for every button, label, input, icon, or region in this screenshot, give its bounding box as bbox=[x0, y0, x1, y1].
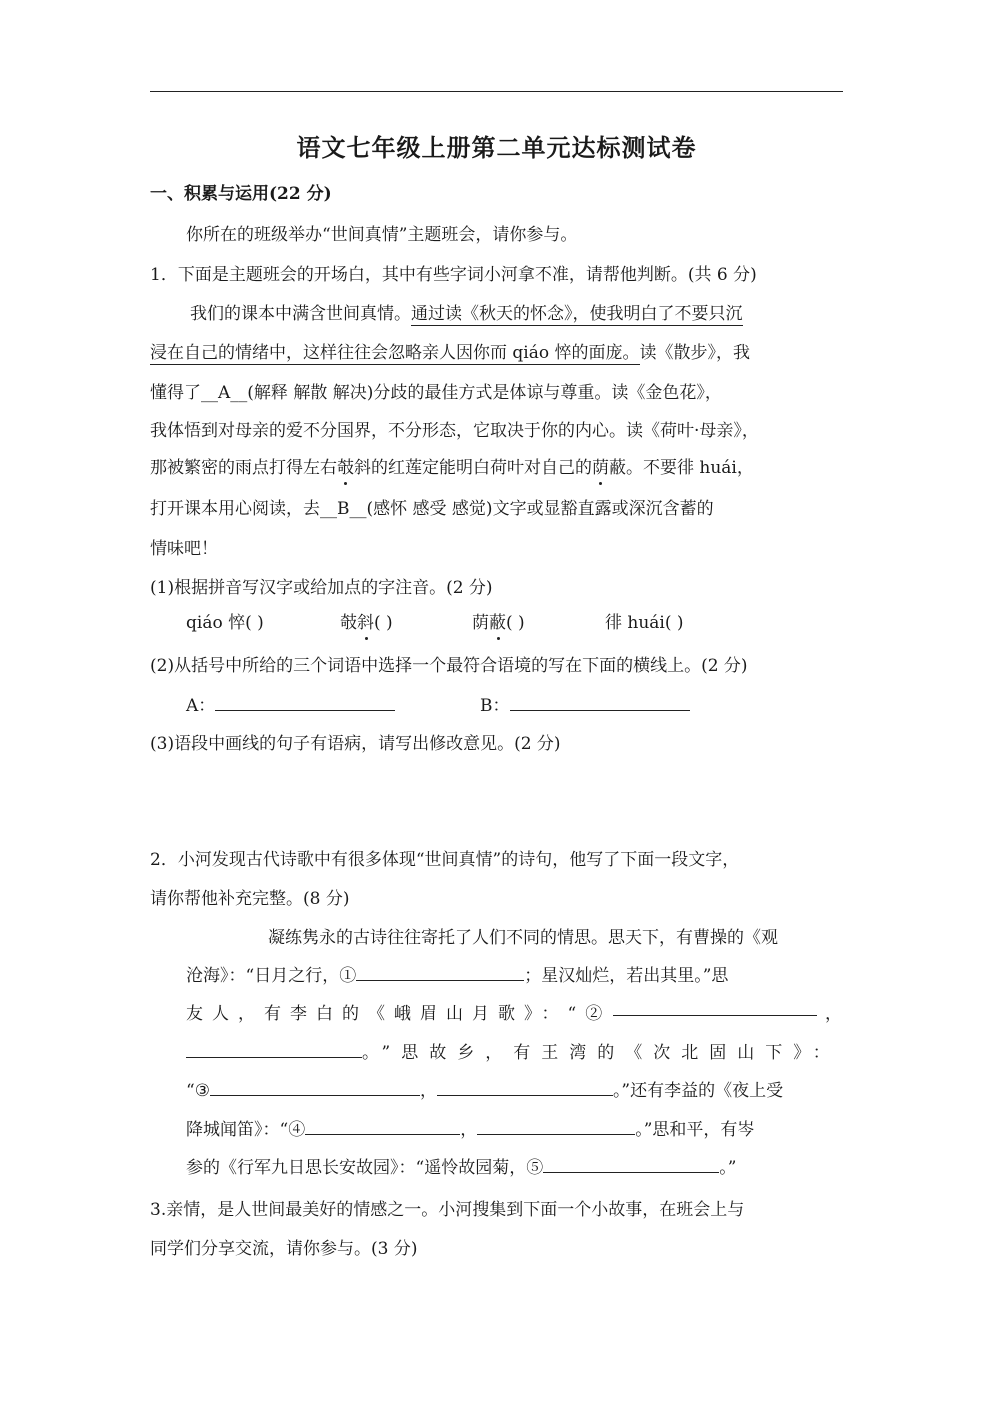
q1-sub3: (3)语段中画线的句子有语病，请写出修改意见。(2 分) bbox=[150, 734, 561, 754]
q1-sub1-item: 徘 huái( ) bbox=[605, 613, 684, 633]
blank-2b[interactable] bbox=[186, 1041, 362, 1058]
passage-text: 。” bbox=[719, 1158, 737, 1178]
q2-poem-line5 bbox=[186, 1076, 783, 1101]
q2-poem-line7 bbox=[186, 1153, 736, 1178]
page-title: 语文七年级上册第二单元达标测试卷 bbox=[296, 133, 697, 162]
blank-2a[interactable] bbox=[613, 999, 817, 1016]
dotted-char: 攲 bbox=[337, 458, 354, 478]
blank-a[interactable] bbox=[215, 694, 395, 711]
q3-stem-line1: 3.亲情，是人世间最美好的情感之一。小河搜集到下面一个小故事，在班会上与 bbox=[150, 1200, 745, 1220]
passage-text: 蔽。不要徘 huái， bbox=[609, 458, 754, 478]
dotted-char: 攲斜( ) bbox=[340, 613, 393, 633]
q1-passage-line2 bbox=[150, 338, 750, 363]
blank-b[interactable] bbox=[510, 694, 690, 711]
answer-line-b bbox=[480, 691, 690, 716]
q3-stem-line2: 同学们分享交流，请你参与。(3 分) bbox=[150, 1239, 418, 1259]
q2-stem-line1: 2．小河发现古代诗歌中有很多体现“世间真情”的诗句，他写了下面一段文字， bbox=[150, 850, 740, 870]
blank-4b[interactable] bbox=[477, 1118, 635, 1135]
passage-text: 降城闻笛》：“④ bbox=[186, 1120, 306, 1140]
q2-poem-line6 bbox=[186, 1115, 754, 1140]
q1-sub1-item bbox=[340, 608, 393, 633]
answer-line-a bbox=[186, 691, 395, 716]
passage-text: 读《散步》，我 bbox=[639, 343, 750, 363]
blank-5[interactable] bbox=[543, 1156, 719, 1173]
passage-text: 友人，有李白的《峨眉山月歌》：“② bbox=[186, 1004, 612, 1024]
q1-sub1-item bbox=[472, 608, 525, 633]
label-a: A： bbox=[186, 696, 216, 716]
dotted-char: 荫蔽( ) bbox=[472, 613, 525, 633]
q2-poem-line2 bbox=[186, 961, 728, 986]
underlined-sentence: 通过读《秋天的怀念》，使我明白了不要只沉 bbox=[411, 304, 743, 324]
dotted-char: 荫 bbox=[592, 458, 609, 478]
q2-poem-line1: 凝练隽永的古诗往往寄托了人们不同的情思。思天下，有曹操的《观 bbox=[268, 928, 778, 948]
passage-text: ， bbox=[825, 1004, 842, 1024]
q2-stem-line2: 请你帮他补充完整。(8 分) bbox=[150, 889, 350, 909]
passage-text: 沧海》：“日月之行，① bbox=[186, 966, 357, 986]
q1-stem: 1．下面是主题班会的开场白，其中有些字词小河拿不准，请帮他判断。(共 6 分) bbox=[150, 265, 757, 285]
q1-passage-line3: 懂得了__A__(解释 解散 解决)分歧的最佳方式是体谅与尊重。读《金色花》， bbox=[150, 383, 722, 403]
passage-text: 那被繁密的雨点打得左右 bbox=[150, 458, 337, 478]
section-heading: 一、积累与运用(22 分) bbox=[150, 184, 332, 204]
q1-passage-line5 bbox=[150, 453, 754, 478]
blank-3b[interactable] bbox=[437, 1079, 613, 1096]
intro-text: 你所在的班级举办“世间真情”主题班会，请你参与。 bbox=[186, 225, 578, 245]
q1-passage-line4: 我体悟到对母亲的爱不分国界，不分形态，它取决于你的内心。读《荷叶·母亲》， bbox=[150, 421, 759, 441]
passage-text: ， bbox=[419, 1081, 437, 1101]
header-rule bbox=[150, 91, 843, 92]
q1-passage-line1 bbox=[190, 299, 842, 324]
blank-1[interactable] bbox=[356, 964, 524, 981]
passage-text: 。”还有李益的《夜上受 bbox=[612, 1081, 784, 1101]
passage-text: 。”思故乡，有王湾的《次北固山下》： bbox=[362, 1043, 841, 1063]
passage-text: “③ bbox=[186, 1081, 210, 1101]
q1-sub2: (2)从括号中所给的三个词语中选择一个最符合语境的写在下面的横线上。(2 分) bbox=[150, 656, 748, 676]
passage-text: 我们的课本中满含世间真情。 bbox=[190, 304, 411, 324]
q1-passage-line6: 打开课本用心阅读，去__B__(感怀 感受 感觉)文字或显豁直露或深沉含蓄的 bbox=[150, 499, 714, 519]
passage-text: 斜的红莲定能明白荷叶对自己的 bbox=[354, 458, 592, 478]
passage-text: ， bbox=[460, 1120, 478, 1140]
underlined-sentence: 浸在自己的情绪中，这样往往会忽略亲人因你而 qiáo 悴的面庞。 bbox=[150, 343, 640, 363]
passage-text: 。”思和平，有岑 bbox=[635, 1120, 755, 1140]
blank-3a[interactable] bbox=[210, 1079, 420, 1096]
q2-poem-line4 bbox=[186, 1038, 842, 1063]
q1-passage-line7: 情味吧！ bbox=[150, 539, 218, 559]
blank-4a[interactable] bbox=[305, 1118, 460, 1135]
passage-text: 参的《行军九日思长安故园》：“遥怜故园菊，⑤ bbox=[186, 1158, 544, 1178]
q1-sub1-item: qiáo 悴( ) bbox=[186, 613, 264, 633]
passage-text: ；星汉灿烂，若出其里。”思 bbox=[524, 966, 729, 986]
q1-sub1: (1)根据拼音写汉字或给加点的字注音。(2 分) bbox=[150, 578, 493, 598]
q2-poem-line3 bbox=[186, 999, 842, 1024]
label-b: B： bbox=[480, 696, 510, 716]
